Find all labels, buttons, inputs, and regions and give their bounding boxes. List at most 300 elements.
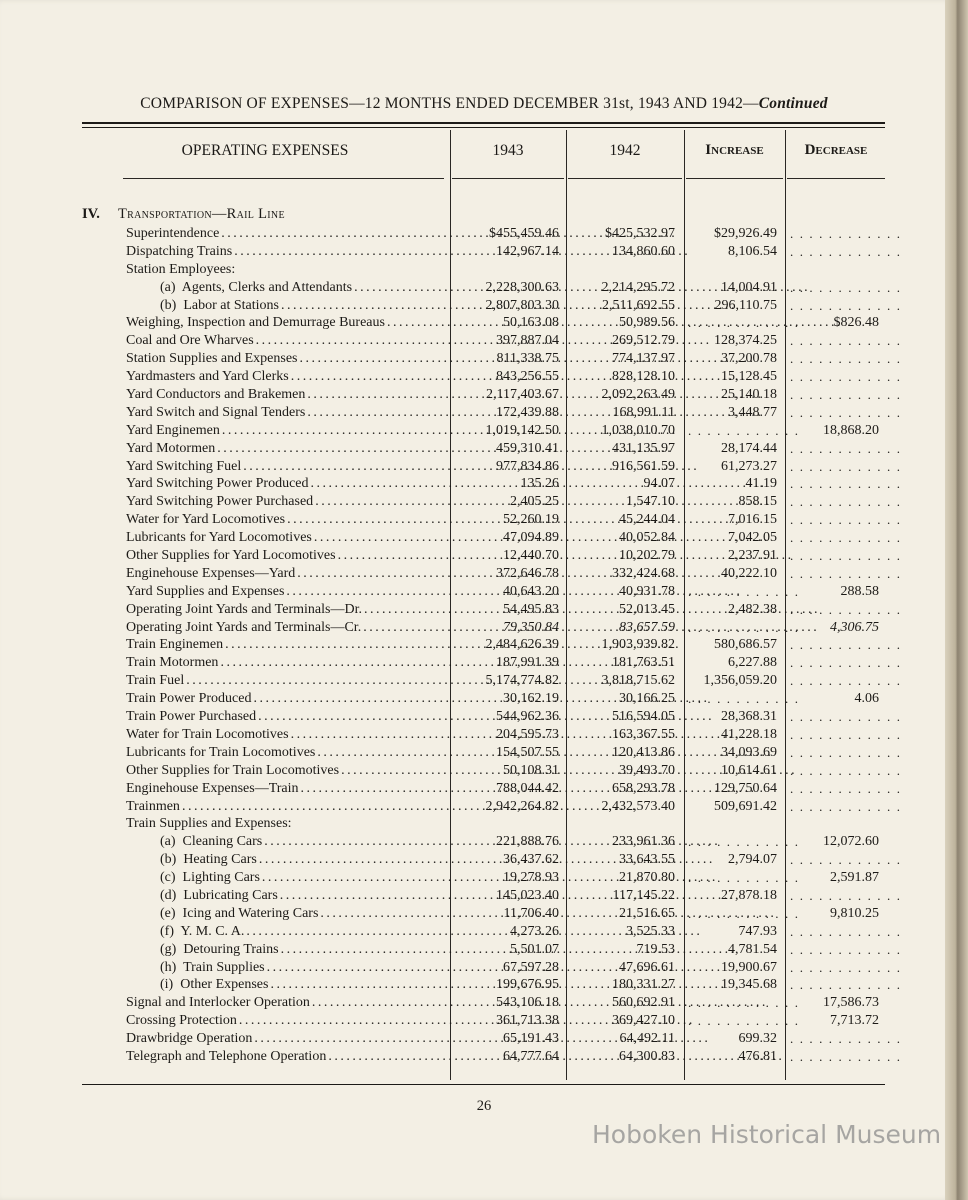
table-row [0,905,968,923]
table-row [0,636,968,654]
value-increase: 19,900.67 [721,959,777,975]
value-1943: 459,310.41 [496,440,559,456]
value-decrease-leader-dots: . . . . . . . . . . . . [790,565,902,581]
value-1942: 181,763.51 [612,655,675,671]
value-increase: 2,237.91 [728,548,777,564]
row-label-text: Coal and Ore Wharves [126,333,254,349]
header-underline-label [123,178,444,179]
value-increase: 858.15 [738,494,777,510]
table-row [0,780,968,798]
value-increase-leader-dots: . . . . . . . . . . . . [688,422,800,438]
value-1942: 30,166.25 [619,691,675,707]
value-decrease-leader-dots: . . . . . . . . . . . . [790,351,902,367]
header-underline-decrease [787,178,885,179]
value-decrease-leader-dots: . . . . . . . . . . . . [790,744,902,760]
table-row [0,762,968,780]
row-label-text: Yard Switching Fuel [126,458,242,474]
value-decrease-leader-dots: . . . . . . . . . . . . [790,655,902,671]
row-label-text: (h) Train Supplies [160,959,265,975]
row-label-text: Station Supplies and Expenses [126,351,298,367]
title-continued: Continued [758,95,828,112]
value-1943: 145,023.40 [496,887,559,903]
value-1942: 719.53 [636,941,675,957]
row-label-text: (f) Y. M. C. A. [160,923,245,939]
header-operating-expenses: OPERATING EXPENSES [181,142,349,159]
value-1942: 1,547.10 [626,494,675,510]
row-label-text: Other Supplies for Yard Locomotives [126,548,336,564]
value-increase: 40,222.10 [721,565,777,581]
value-increase: 41.19 [745,476,777,492]
row-label [126,440,446,458]
value-increase: 3,448.77 [728,404,777,420]
value-increase: 747.93 [738,923,777,939]
row-label-text: Yardmasters and Yard Clerks [126,369,289,385]
table-subheading [0,815,968,833]
row-label [126,493,446,511]
table-row [0,297,968,315]
table-row [0,440,968,458]
value-1943: 544,962.36 [496,709,559,725]
table-row [0,798,968,816]
value-increase: 6,227.88 [728,655,777,671]
row-label-text: Operating Joint Yards and Terminals—Dr. [126,601,362,617]
value-1943: 2,484,626.39 [485,637,559,653]
value-1942: 163,367.55 [612,726,675,742]
row-label-text: Lubricants for Train Locomotives [126,744,316,760]
page-number: 26 [476,1098,492,1114]
row-label-text: Train Power Produced [126,691,252,707]
value-1942: 21,516.65 [619,905,675,921]
value-increase: 7,016.15 [728,512,777,528]
row-label [126,368,446,386]
value-1943: $455,459.46 [489,226,559,241]
value-1943: 2,807,803.30 [485,297,559,313]
value-1943: 142,967.14 [496,243,559,259]
value-decrease: 7,713.72 [830,1013,879,1029]
value-1942: 40,931.78 [619,583,675,599]
value-increase-leader-dots: . . . . . . . . . . . . [688,315,800,331]
value-decrease-leader-dots: . . . . . . . . . . . . [790,798,902,814]
value-decrease-leader-dots: . . . . . . . . . . . . [790,1031,902,1047]
row-label [160,833,446,851]
value-1943: 843,256.55 [496,369,559,385]
value-1943: 187,991.39 [496,655,559,671]
value-increase: 34,093.69 [721,744,777,760]
value-decrease-leader-dots: . . . . . . . . . . . . [790,1048,902,1064]
row-label [126,619,446,637]
table-row [0,314,968,332]
value-decrease-leader-dots: . . . . . . . . . . . . [790,494,902,510]
row-label-text: Station Employees: [126,261,236,277]
value-1942: 21,870.80 [619,870,675,886]
row-label [160,297,446,315]
value-1942: 39,493.70 [619,762,675,778]
value-increase-leader-dots: . . . . . . . . . . . . [688,905,800,921]
value-1943: 79,350.84 [503,619,559,635]
value-decrease: $826.48 [833,315,879,331]
row-label [126,726,446,744]
top-rule-thick [82,122,885,124]
table-row [0,511,968,529]
row-label [126,404,446,422]
top-rule-thin [82,127,885,128]
row-label-text: (i) Other Expenses [160,977,269,993]
value-1942: 134,860.60 [612,243,675,259]
row-label-text: Enginehouse Expenses—Train [126,780,299,796]
value-1942: 94.07 [643,476,675,492]
row-label-text: (a) Cleaning Cars [160,834,263,850]
table-row [0,672,968,690]
table-row [0,619,968,637]
value-increase: 2,794.07 [728,852,777,868]
table-row [0,243,968,261]
value-increase: 296,110.75 [714,297,777,313]
value-increase: 15,128.45 [721,369,777,385]
value-1943: 221,888.76 [496,834,559,850]
row-label [126,994,446,1012]
value-decrease: 18,868.20 [823,422,879,438]
value-1942: 774,137.97 [612,351,675,367]
value-1942: 560,692.91 [612,995,675,1011]
value-decrease-leader-dots: . . . . . . . . . . . . [790,226,902,241]
value-decrease-leader-dots: . . . . . . . . . . . . [790,333,902,349]
value-1942: 916,561.59 [612,458,675,474]
value-decrease-leader-dots: . . . . . . . . . . . . [790,530,902,546]
value-1943: 64,777.64 [503,1048,559,1064]
row-label [160,923,446,941]
row-label [160,941,446,959]
value-decrease-leader-dots: . . . . . . . . . . . . [790,709,902,725]
row-label [126,601,446,619]
value-decrease-leader-dots: . . . . . . . . . . . . [790,673,902,689]
value-1943: 135.26 [520,476,559,492]
value-decrease-leader-dots: . . . . . . . . . . . . [790,458,902,474]
row-label [160,851,446,869]
row-label-text: Trainmen [126,798,180,814]
value-1943: 788,044.42 [496,780,559,796]
value-decrease-leader-dots: . . . . . . . . . . . . [790,601,902,617]
value-increase: 580,686.57 [714,637,777,653]
row-label [126,690,446,708]
value-1942: 3,525.33 [626,923,675,939]
row-label-text: Train Fuel [126,673,185,689]
row-label-text: (c) Lighting Cars [160,870,260,886]
value-increase: 476.81 [738,1048,777,1064]
value-1942: 33,643.55 [619,852,675,868]
value-1943: 2,942,264.82 [485,798,559,814]
row-label [126,386,446,404]
row-label-text: Drawbridge Operation [126,1031,253,1047]
value-increase: 128,374.25 [714,333,777,349]
value-1943: 4,273.26 [510,923,559,939]
table-row [0,994,968,1012]
row-label [126,332,446,350]
row-label-text: Yard Motormen [126,440,216,456]
value-decrease-leader-dots: . . . . . . . . . . . . [790,369,902,385]
value-decrease: 288.58 [840,583,879,599]
row-label-text: Train Supplies and Expenses: [126,816,292,832]
value-1942: 120,413.86 [612,744,675,760]
table-row [0,332,968,350]
row-label [160,869,446,887]
row-label-text: Yard Enginemen [126,422,220,438]
row-label [126,350,446,368]
value-1942: 117,145.22 [612,887,675,903]
table-row [0,458,968,476]
row-label-text: Telegraph and Telephone Operation [126,1048,327,1064]
section-number: IV. [82,206,100,222]
row-label-text: Other Supplies for Train Locomotives [126,762,340,778]
value-1942: 233,961.36 [612,834,675,850]
value-1943: 1,019,142.50 [485,422,559,438]
value-1943: 2,117,403.67 [486,387,559,403]
value-1943: 204,595.73 [496,726,559,742]
row-label [126,314,446,332]
value-increase: 129,750.64 [714,780,777,796]
value-1943: 52,260.19 [503,512,559,528]
table-row [0,368,968,386]
table-row [0,1030,968,1048]
table-row [0,744,968,762]
value-1942: 40,052.84 [619,530,675,546]
value-increase: 41,228.18 [721,726,777,742]
table-row [0,583,968,601]
row-label [126,547,446,565]
table-row [0,869,968,887]
value-decrease-leader-dots: . . . . . . . . . . . . [790,404,902,420]
row-label-text: (b) Heating Cars [160,852,257,868]
row-label-text: Operating Joint Yards and Terminals—Cr. [126,619,362,635]
header-underline-increase [686,178,783,179]
value-1942: 2,432,573.40 [601,798,675,814]
row-label-text: Yard Switching Power Purchased [126,494,314,510]
row-label [126,672,446,690]
row-label-text: Train Motormen [126,655,219,671]
value-1942: 269,512.79 [612,333,675,349]
row-label [126,708,446,726]
value-1942: 516,594.05 [612,709,675,725]
value-1943: 54,495.83 [503,601,559,617]
value-increase: 4,781.54 [728,941,777,957]
value-1943: 11,706.40 [503,905,559,921]
row-label-text: (a) Agents, Clerks and Attendants [160,279,353,295]
row-label [126,458,446,476]
row-label [126,565,446,583]
row-label [160,959,446,977]
title-text: COMPARISON OF EXPENSES—12 MONTHS ENDED DECEMBER 31st, 1943 AND 1942— [140,95,759,112]
row-label-text: Signal and Interlocker Operation [126,995,310,1011]
table-row [0,923,968,941]
value-increase: 1,356,059.20 [703,673,777,689]
value-decrease-leader-dots: . . . . . . . . . . . . [790,387,902,403]
value-decrease: 4.06 [854,691,879,707]
value-decrease-leader-dots: . . . . . . . . . . . . [790,440,902,456]
value-1942: 1,038,010.70 [601,422,675,438]
value-decrease-leader-dots: . . . . . . . . . . . . [790,476,902,492]
value-1942: 64,300.83 [619,1048,675,1064]
value-decrease-leader-dots: . . . . . . . . . . . . [790,762,902,778]
row-label-text: Superintendence [126,226,220,241]
value-1942: 47,696.61 [619,959,675,975]
value-1943: 2,405.25 [510,494,559,510]
value-increase: 28,174.44 [721,440,777,456]
table-subheading [0,261,968,279]
value-increase-leader-dots: . . . . . . . . . . . . [688,834,800,850]
value-increase-leader-dots: . . . . . . . . . . . . [688,691,800,707]
value-1943: 543,106.18 [496,995,559,1011]
row-label-text: Yard Switching Power Produced [126,476,309,492]
value-increase: 509,691.42 [714,798,777,814]
value-increase: $29,926.49 [714,226,777,241]
value-decrease: 17,586.73 [823,995,879,1011]
value-increase-leader-dots: . . . . . . . . . . . . [688,1013,800,1029]
value-1943: 977,834.86 [496,458,559,474]
value-1942: 658,293.78 [612,780,675,796]
header-1943: 1943 [492,142,524,159]
value-increase: 7,042.05 [728,530,777,546]
value-decrease-leader-dots: . . . . . . . . . . . . [790,941,902,957]
row-label [126,1012,446,1030]
table-row [0,833,968,851]
row-label [126,422,446,440]
table-row [0,404,968,422]
table-row [0,422,968,440]
header-underline-1942 [568,178,682,179]
row-label [126,815,446,833]
row-label [126,583,446,601]
value-1942: 83,657.59 [619,619,675,635]
value-1942: 3,818,715.62 [601,673,675,689]
value-increase: 25,140.18 [721,387,777,403]
header-underline-1943 [452,178,564,179]
value-1943: 19,278.93 [503,870,559,886]
value-1942: 180,331.27 [612,977,675,993]
value-1942: 369,427.10 [612,1013,675,1029]
value-increase-leader-dots: . . . . . . . . . . . . [688,995,800,1011]
row-label-text: Enginehouse Expenses—Yard [126,565,296,581]
row-label [160,887,446,905]
value-decrease: 9,810.25 [830,905,879,921]
value-increase: 28,368.31 [721,709,777,725]
value-decrease: 2,591.87 [830,870,879,886]
value-1943: 172,439.88 [496,404,559,420]
value-1943: 36,437.62 [503,852,559,868]
row-label-text: (g) Detouring Trains [160,941,279,957]
value-decrease-leader-dots: . . . . . . . . . . . . [790,977,902,993]
header-decrease: Decrease [804,142,868,158]
row-label [126,1030,446,1048]
expense-table [0,225,968,1066]
row-label [160,279,446,297]
row-label-text: Weighing, Inspection and Demurrage Bureaus [126,315,385,331]
value-1943: 361,713.38 [496,1013,559,1029]
bottom-rule [82,1084,885,1085]
value-1943: 30,162.19 [503,691,559,707]
value-decrease: 4,306.75 [830,619,879,635]
value-increase: 14,004.91 [721,279,777,295]
value-decrease-leader-dots: . . . . . . . . . . . . [790,726,902,742]
section-heading [82,206,285,223]
value-1943: 5,501.07 [510,941,559,957]
value-1942: 10,202.79 [619,548,675,564]
table-row [0,350,968,368]
row-label [126,475,446,493]
row-label-text: Lubricants for Yard Locomotives [126,530,312,546]
value-decrease-leader-dots: . . . . . . . . . . . . [790,243,902,259]
table-row [0,386,968,404]
row-label-text: Water for Yard Locomotives [126,512,286,528]
table-row [0,941,968,959]
row-label-text: Dispatching Trains [126,243,233,259]
value-increase: 61,273.27 [721,458,777,474]
value-1942: 332,424.68 [612,565,675,581]
value-1942: 2,214,295.72 [601,279,675,295]
value-decrease-leader-dots: . . . . . . . . . . . . [790,923,902,939]
page-title [0,95,968,113]
value-1943: 5,174,774.82 [485,673,559,689]
row-label [126,744,446,762]
value-1942: 1,903,939.82 [601,637,675,653]
value-1942: 50,989.56 [619,315,675,331]
value-decrease-leader-dots: . . . . . . . . . . . . [790,959,902,975]
value-decrease-leader-dots: . . . . . . . . . . . . [790,279,902,295]
table-row [0,225,968,243]
value-1943: 47,094.89 [503,530,559,546]
value-increase: 19,345.68 [721,977,777,993]
value-decrease-leader-dots: . . . . . . . . . . . . [790,637,902,653]
value-1942: 64,492.11 [619,1031,675,1047]
value-1943: 65,191.43 [503,1031,559,1047]
row-label [126,529,446,547]
table-row [0,708,968,726]
table-row [0,529,968,547]
watermark: Hoboken Historical Museum [592,1120,942,1149]
value-increase-leader-dots: . . . . . . . . . . . . [688,870,800,886]
value-increase: 10,614.61 [721,762,777,778]
value-1942: 2,511,692.55 [602,297,675,313]
table-row [0,279,968,297]
table-row [0,1048,968,1066]
row-label-text: Crossing Protection [126,1013,237,1029]
value-1943: 199,676.95 [496,977,559,993]
row-label-text: Yard Conductors and Brakemen [126,387,306,403]
row-label [126,762,446,780]
row-label-text: Train Enginemen [126,637,224,653]
value-1942: 168,991.11 [612,404,675,420]
value-1943: 12,440.70 [503,548,559,564]
row-label [126,511,446,529]
value-decrease: 12,072.60 [823,834,879,850]
value-increase: 37,200.78 [721,351,777,367]
table-row [0,959,968,977]
row-label-text: Water for Train Locomotives [126,726,289,742]
value-decrease-leader-dots: . . . . . . . . . . . . [790,852,902,868]
row-label [126,636,446,654]
value-1943: 50,108.31 [503,762,559,778]
table-row [0,654,968,672]
value-1942: 2,092,263.49 [601,387,675,403]
row-label [160,905,446,923]
row-label [126,243,446,261]
row-label [160,976,446,994]
header-1942: 1942 [609,142,641,159]
value-decrease-leader-dots: . . . . . . . . . . . . [790,512,902,528]
value-decrease-leader-dots: . . . . . . . . . . . . [790,780,902,796]
value-1942: 45,244.04 [619,512,675,528]
value-1943: 372,646.78 [496,565,559,581]
table-row [0,493,968,511]
value-increase: 2,482.38 [728,601,777,617]
